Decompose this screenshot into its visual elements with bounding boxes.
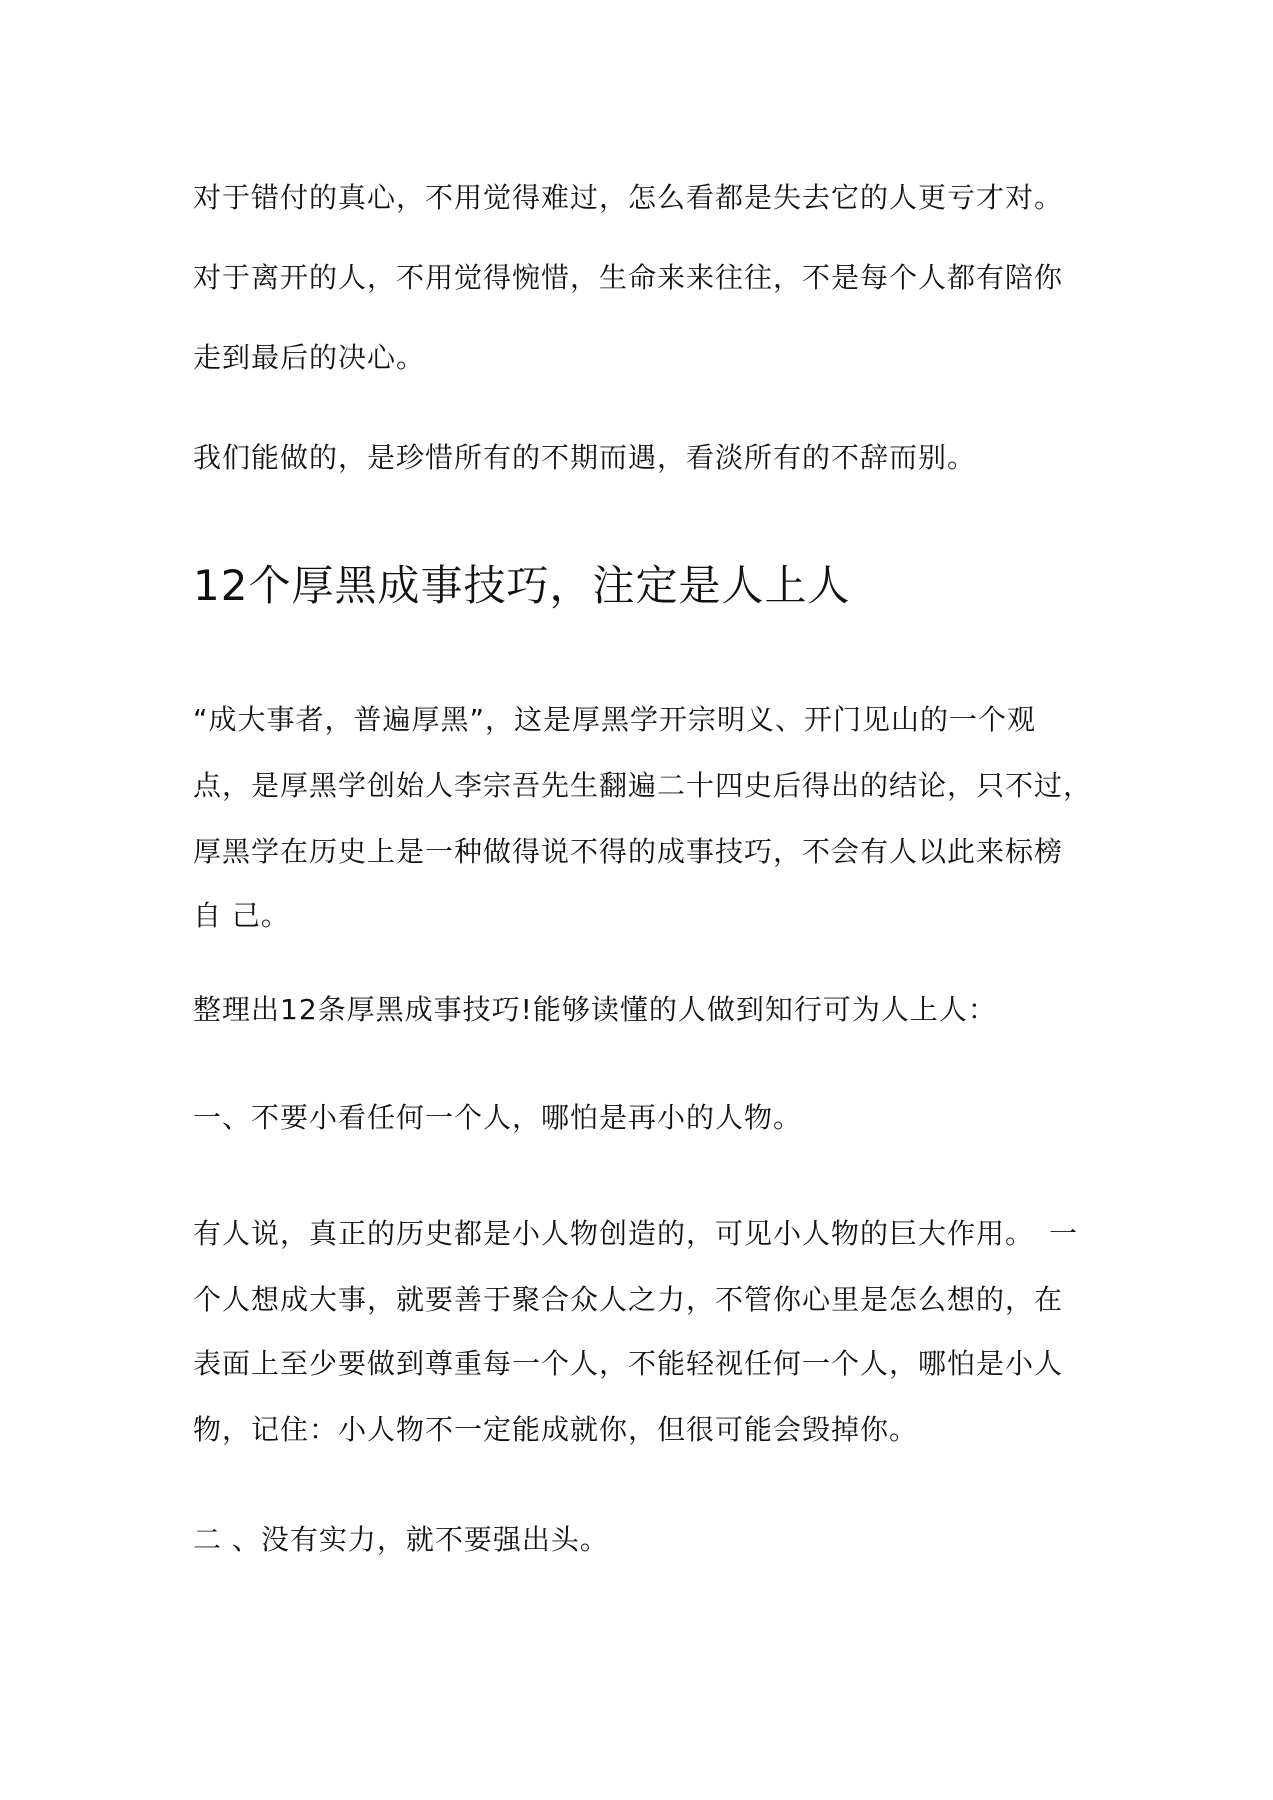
body-line-7: 有人说，真正的历史都是小人物创造的，可见小人物的巨大作用。 一	[193, 1217, 1079, 1250]
body-line-8: 个人想成大事，就要善于聚合众人之力，不管你心里是怎么想的，在	[193, 1283, 1064, 1316]
body-line-1: “成大事者，普遍厚黑”，这是厚黑学开宗明义、开门见山的一个观	[193, 703, 1037, 736]
intro-line-4: 我们能做的，是珍惜所有的不期而遇，看淡所有的不辞而别。	[193, 441, 977, 474]
intro-line-2: 对于离开的人，不用觉得惋惜，生命来来往往，不是每个人都有陪你	[193, 261, 1064, 294]
intro-line-3: 走到最后的决心。	[193, 341, 426, 374]
body-line-4: 自 己。	[193, 899, 290, 932]
body-line-5: 整理出12条厚黑成事技巧!能够读懂的人做到知行可为人上人：	[193, 993, 997, 1026]
list-item-1-title: 一、不要小看任何一个人，哪怕是再小的人物。	[193, 1101, 803, 1134]
body-line-10: 物，记住：小人物不一定能成就你，但很可能会毁掉你。	[193, 1413, 919, 1446]
body-line-2: 点，是厚黑学创始人李宗吾先生翻遍二十四史后得出的结论，只不过，	[193, 769, 1093, 802]
intro-line-1: 对于错付的真心，不用觉得难过，怎么看都是失去它的人更亏才对。	[193, 181, 1064, 214]
list-item-2-title: 二 、没有实力，就不要强出头。	[193, 1523, 609, 1556]
section-heading: 12个厚黑成事技巧，注定是人上人	[193, 561, 851, 610]
body-line-3: 厚黑学在历史上是一种做得说不得的成事技巧，不会有人以此来标榜	[193, 835, 1064, 868]
body-line-9: 表面上至少要做到尊重每一个人，不能轻视任何一个人，哪怕是小人	[193, 1347, 1064, 1380]
